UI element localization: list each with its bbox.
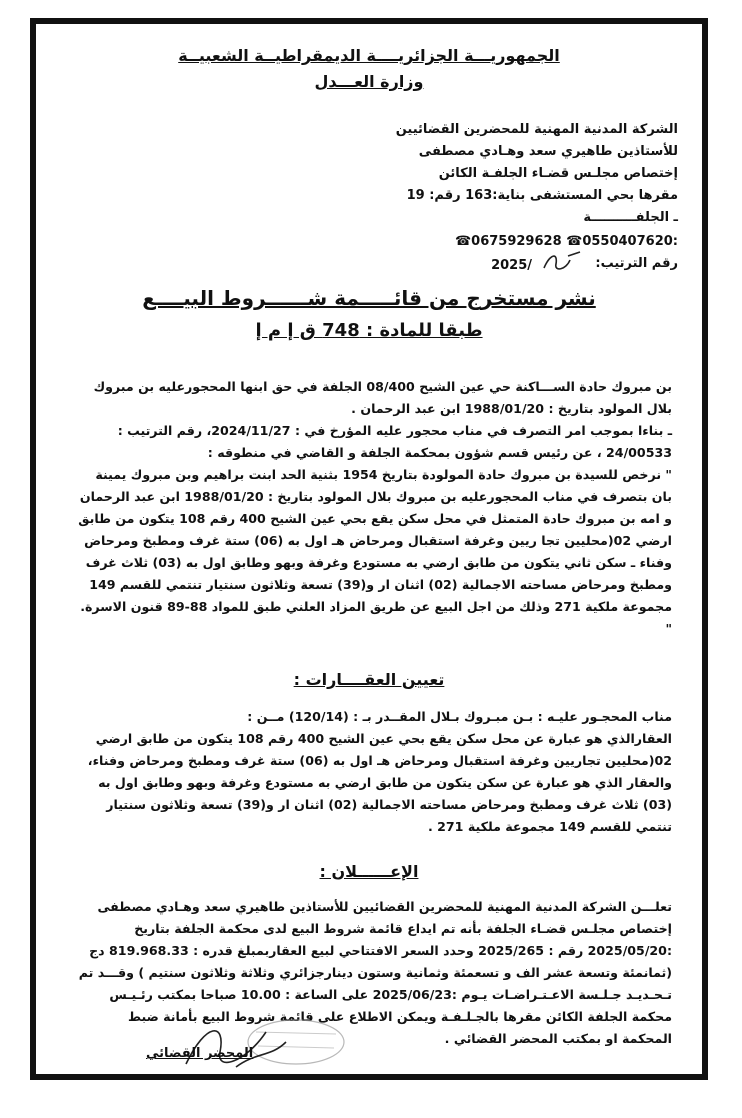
notice-subtitle-article: طبقا للمادة : 748 ق إ م إ [255,320,483,341]
office-jurisdiction-line: إختصاص مجلـس قضـاء الجلفـة الكائن [438,166,678,181]
initials-mark [540,248,584,276]
body-paragraph-quote: " نرخص للسيدة بن مبروك حادة المولودة بتاريخ 1954 بثنية الحد ابنت براهيم وبن مبروك يمينة بان بتصرف في مناب المحجورعليه بن مبروك بلال المولود بتاريخ : 1988/01/20 ابن عبد الرحمان و امه بن مبروك حادة المتمثل في محل سكن يقع بحي عين الشيح 400 رقم 108 يتكون من طابق ارضي 02(محليين تجا ريين وغرفة استقبال ومرحاض هـ اول به (06) ستة غرف ومطبخ ومرحاض وفناء ـ سكن ثاني يتكون من طابق ارضي به مستودع وغرفة وبهو وطابق اول به (03) ثلاث غرف ومطبخ ومرحاض مساحته الاجمالية (02) اثنان ار و(39) تسعة وثلاثون سنتيار تنتمي للقسم 149 مجموعة ملكية 271 وذلك من اجل البيع عن طريق المزاد العلني طبق للمواد 88-89 قنون الاسرة. " [78,467,672,636]
body-paragraph-petitioner: بن مبروك حادة الســـاكنة حي عين الشيح 08/400 الجلفة في حق ابنها المحجورعليه بن مبروك بلال المولود بتاريخ : 1988/01/20 ابن عبد الرحمان . [93,379,672,416]
announcement-text [74,896,672,1050]
properties-heading: تعيين العقــــارات : [293,670,445,689]
office-city-line: ـ الجلفــــــــــة [583,210,678,225]
notice-frame [30,18,708,1080]
properties-share-line: مناب المحجـور عليـه : بـن مبـروك بـلال المقــدر بـ : (120/14) مــن : [247,709,672,724]
republic-heading: الجمهوريـــة الجزائريــــة الديمقراطيــة الشعبيــة [178,46,560,65]
properties-text [74,706,672,838]
reference-value: 2025/ [491,258,532,273]
body-text [74,376,672,640]
office-bailiffs-line: للأستاذين طاهيري سعد وهـادي مصطفى [418,144,678,159]
body-paragraph-order: ـ بناءا بموجب امر التصرف في مناب محجور عليه المؤرخ في : 2024/11/27، رقم الترتيب : 24/00533 ، عن رئيس قسم شؤون بمحكمة الجلفة و القاضي في منطوقه : [117,423,672,460]
office-address-line: مقرها بحي المستشفى بناية:163 رقم: 19 [406,188,678,203]
announcement-heading: الإعــــــلان : [319,862,419,881]
notice-title: نشر مستخرج من قائـــــمة شــــــروط البيــــع [142,286,596,310]
announcement-paragraph: تعلـــن الشركة المدنية المهنية للمحضرين القضائيين للأستاذين طاهيري سعد وهـادي مصطفى إختصاص مجلـس قضـاء الجلفة بأنه تم ايداع قائمة شروط البيع لدى محكمة الجلفة بتاريخ :2025/05/20 رقم : 2025/265 وحدد السعر الافتتاحي لبيع العقاربمبلغ قدره : 819.968.33 دج (ثمانمئة وتسعة عشر الف و تسعمئة وثمانية وستون دينارجزائري وثلاثة وثلاثون سنتيم ) وقـــد تم تـحـديـد جـلـسة الاعـتـراضـات يـوم :2025/06/23 على الساعة : 10.00 صباحا بمكتب رئـيـس محكمة الجلفة الكائن مقرها بالجـلـفـة ويمكن الاطلاع على قائمة شروط البيع بأمانة ضبط المحكمة او بمكتب المحضر القضائي . [78,899,672,1046]
office-name-line: الشركة المدنية المهنية للمحضرين القضائيين [395,122,678,137]
reference-label: رقم الترتيب: [595,256,678,271]
ministry-heading: وزارة العـــدل [314,72,424,91]
signature-label: المحضر القضائي [146,1046,254,1061]
office-phones: ☎0675929628 ☎0550407620: [454,234,678,249]
properties-description: العقارالذي هو عبارة عن محل سكن يقع بحي عين الشيح 400 رقم 108 يتكون من طابق ارضي 02(محليين تجاريين وغرفة استقبال ومرحاض هـ اول به (06) ستة غرف ومطبخ ومرحاض وفناء، والعقار الذي هو عبارة عن سكن يتكون من طابق ارضي به مستودع وغرفة وبهو وطابق اول به (03) ثلاث غرف ومطبخ ومرحاض مساحته الاجمالية (02) اثنان ار و(39) تسعة وثلاثون سنتيار تنتمي للقسم 149 مجموعة ملكية 271 . [87,731,672,834]
